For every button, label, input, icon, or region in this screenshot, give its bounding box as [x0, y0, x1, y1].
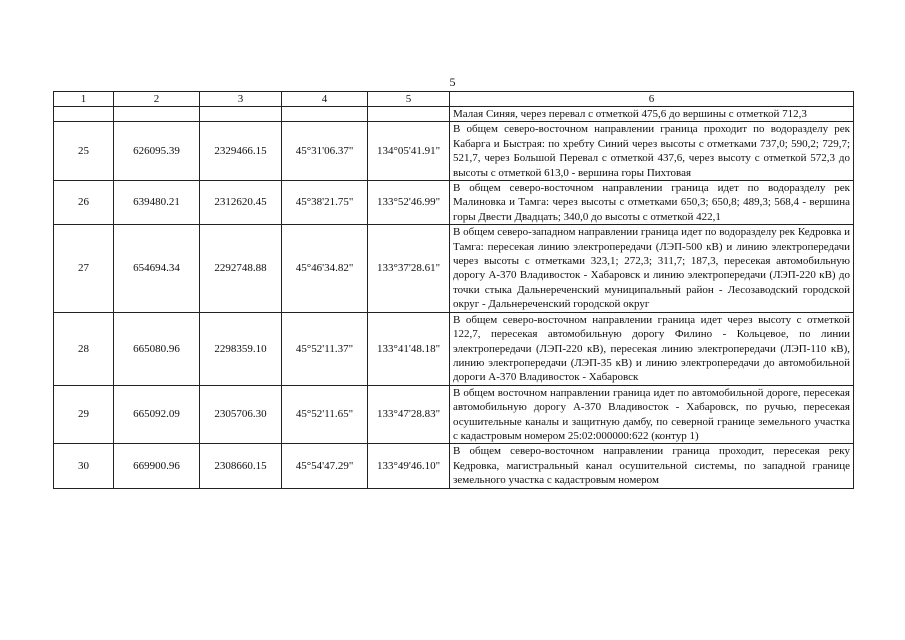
description-text: В общем восточном направлении граница идет по автомобильной дороге, пересекая автомобильную дорогу А-370 Владивосток - Хабаровск, по ручью, пересекая осушительные каналы и защитную дамбу, по северной границе земельного участка с кадастровым номером 25:02:000000:622 (контур 1): [453, 386, 850, 442]
description-text: Малая Синяя, через перевал с отметкой 475,6 до вершины с отметкой 712,3: [453, 108, 807, 120]
longitude-cell: 133°49'46.10": [368, 444, 450, 488]
x-coordinate-cell: 665092.09: [114, 385, 200, 444]
header-row: [54, 92, 854, 107]
latitude-cell: [282, 107, 368, 122]
column-header: 6: [450, 92, 854, 107]
description-text: В общем северо-восточном направлении граница идет через высоту с отметкой 122,7, пересекая автомобильную дорогу Филино - Кольцевое, по линии электропередачи (ЛЭП-220 кВ), пересекая линию электропередачи (ЛЭП-110 кВ), линию электропередачи (ЛЭП-35 кВ) и линию электропередачи до автомобильной дороги А-370 Владивосток - Хабаровск: [453, 313, 850, 384]
longitude-cell: 133°47'28.83": [368, 385, 450, 444]
y-coordinate-cell: [200, 107, 282, 122]
y-coordinate-cell: 2292748.88: [200, 225, 282, 312]
table-row: [54, 122, 854, 181]
point-number-cell: 26: [54, 181, 114, 225]
boundary-coordinates-table: [53, 91, 854, 489]
column-header: 4: [282, 92, 368, 107]
description-text: В общем северо-восточном направлении граница идет по водоразделу рек Малиновка и Тамга: через высоты с отметками 650,3; 650,8; 489,3; 568,4 - вершина горы Двести Двадцать; 340,0 до высоты с отметкой 422,1: [453, 182, 850, 223]
y-coordinate-cell: 2308660.15: [200, 444, 282, 488]
x-coordinate-cell: 665080.96: [114, 312, 200, 385]
longitude-cell: 134°05'41.91": [368, 122, 450, 181]
longitude-cell: [368, 107, 450, 122]
latitude-cell: 45°52'11.37": [282, 312, 368, 385]
description-text: В общем северо-восточном направлении граница проходит, пересекая реку Кедровка, магистральный канал осушительной системы, по западной границе земельного участка с кадастровым номером: [453, 445, 850, 487]
column-header: 3: [200, 92, 282, 107]
description-text: В общем северо-восточном направлении граница проходит по водоразделу рек Кабарга и Быстрая: по хребту Синий через высоты с отметками 737,0; 590,2; 729,7; 521,7, через Большой Перевал с отметкой 437,6, через высоту с отметкой 572,3 до высоты с отметкой 613,0 - вершина горы Пихтовая: [453, 123, 850, 179]
longitude-cell: 133°37'28.61": [368, 225, 450, 312]
point-number-cell: 28: [54, 312, 114, 385]
y-coordinate-cell: 2305706.30: [200, 385, 282, 444]
point-number-cell: 29: [54, 385, 114, 444]
point-number-cell: 30: [54, 444, 114, 488]
description-cell: [450, 444, 854, 488]
table-row: [54, 107, 854, 122]
x-coordinate-cell: 654694.34: [114, 225, 200, 312]
table-row: [54, 181, 854, 225]
point-number-cell: 25: [54, 122, 114, 181]
latitude-cell: 45°38'21.75": [282, 181, 368, 225]
description-text: В общем северо-западном направлении граница идет по водоразделу рек Кедровка и Тамга: пересекая линию электропередачи (ЛЭП-500 кВ) и линию электропередачи через высоты с отметками 323,1; 272,3; 311,7; 187,3, пересекая автомобильную дорогу А-370 Владивосток - Хабаровск и линию электропередачи (ЛЭП-220 кВ) до точки стыка Дальнереченский муниципальный район - Лесозаводский городской округ - Дальнереченский городской округ: [453, 226, 850, 311]
latitude-cell: 45°52'11.65": [282, 385, 368, 444]
column-header: 5: [368, 92, 450, 107]
x-coordinate-cell: 626095.39: [114, 122, 200, 181]
description-cell: [450, 385, 854, 444]
description-cell: [450, 107, 854, 122]
description-cell: [450, 181, 854, 225]
page-number: 5: [449, 75, 456, 89]
point-number-cell: 27: [54, 225, 114, 312]
x-coordinate-cell: 669900.96: [114, 444, 200, 488]
x-coordinate-cell: 639480.21: [114, 181, 200, 225]
description-cell: [450, 122, 854, 181]
y-coordinate-cell: 2329466.15: [200, 122, 282, 181]
table-row: [54, 225, 854, 312]
column-header: 2: [114, 92, 200, 107]
longitude-cell: 133°52'46.99": [368, 181, 450, 225]
y-coordinate-cell: 2312620.45: [200, 181, 282, 225]
latitude-cell: 45°46'34.82": [282, 225, 368, 312]
point-number-cell: [54, 107, 114, 122]
table-row: [54, 312, 854, 385]
table-row: [54, 444, 854, 488]
y-coordinate-cell: 2298359.10: [200, 312, 282, 385]
longitude-cell: 133°41'48.18": [368, 312, 450, 385]
latitude-cell: 45°54'47.29": [282, 444, 368, 488]
table-row: [54, 385, 854, 444]
x-coordinate-cell: [114, 107, 200, 122]
description-cell: [450, 225, 854, 312]
column-header: 1: [54, 92, 114, 107]
latitude-cell: 45°31'06.37": [282, 122, 368, 181]
description-cell: [450, 312, 854, 385]
